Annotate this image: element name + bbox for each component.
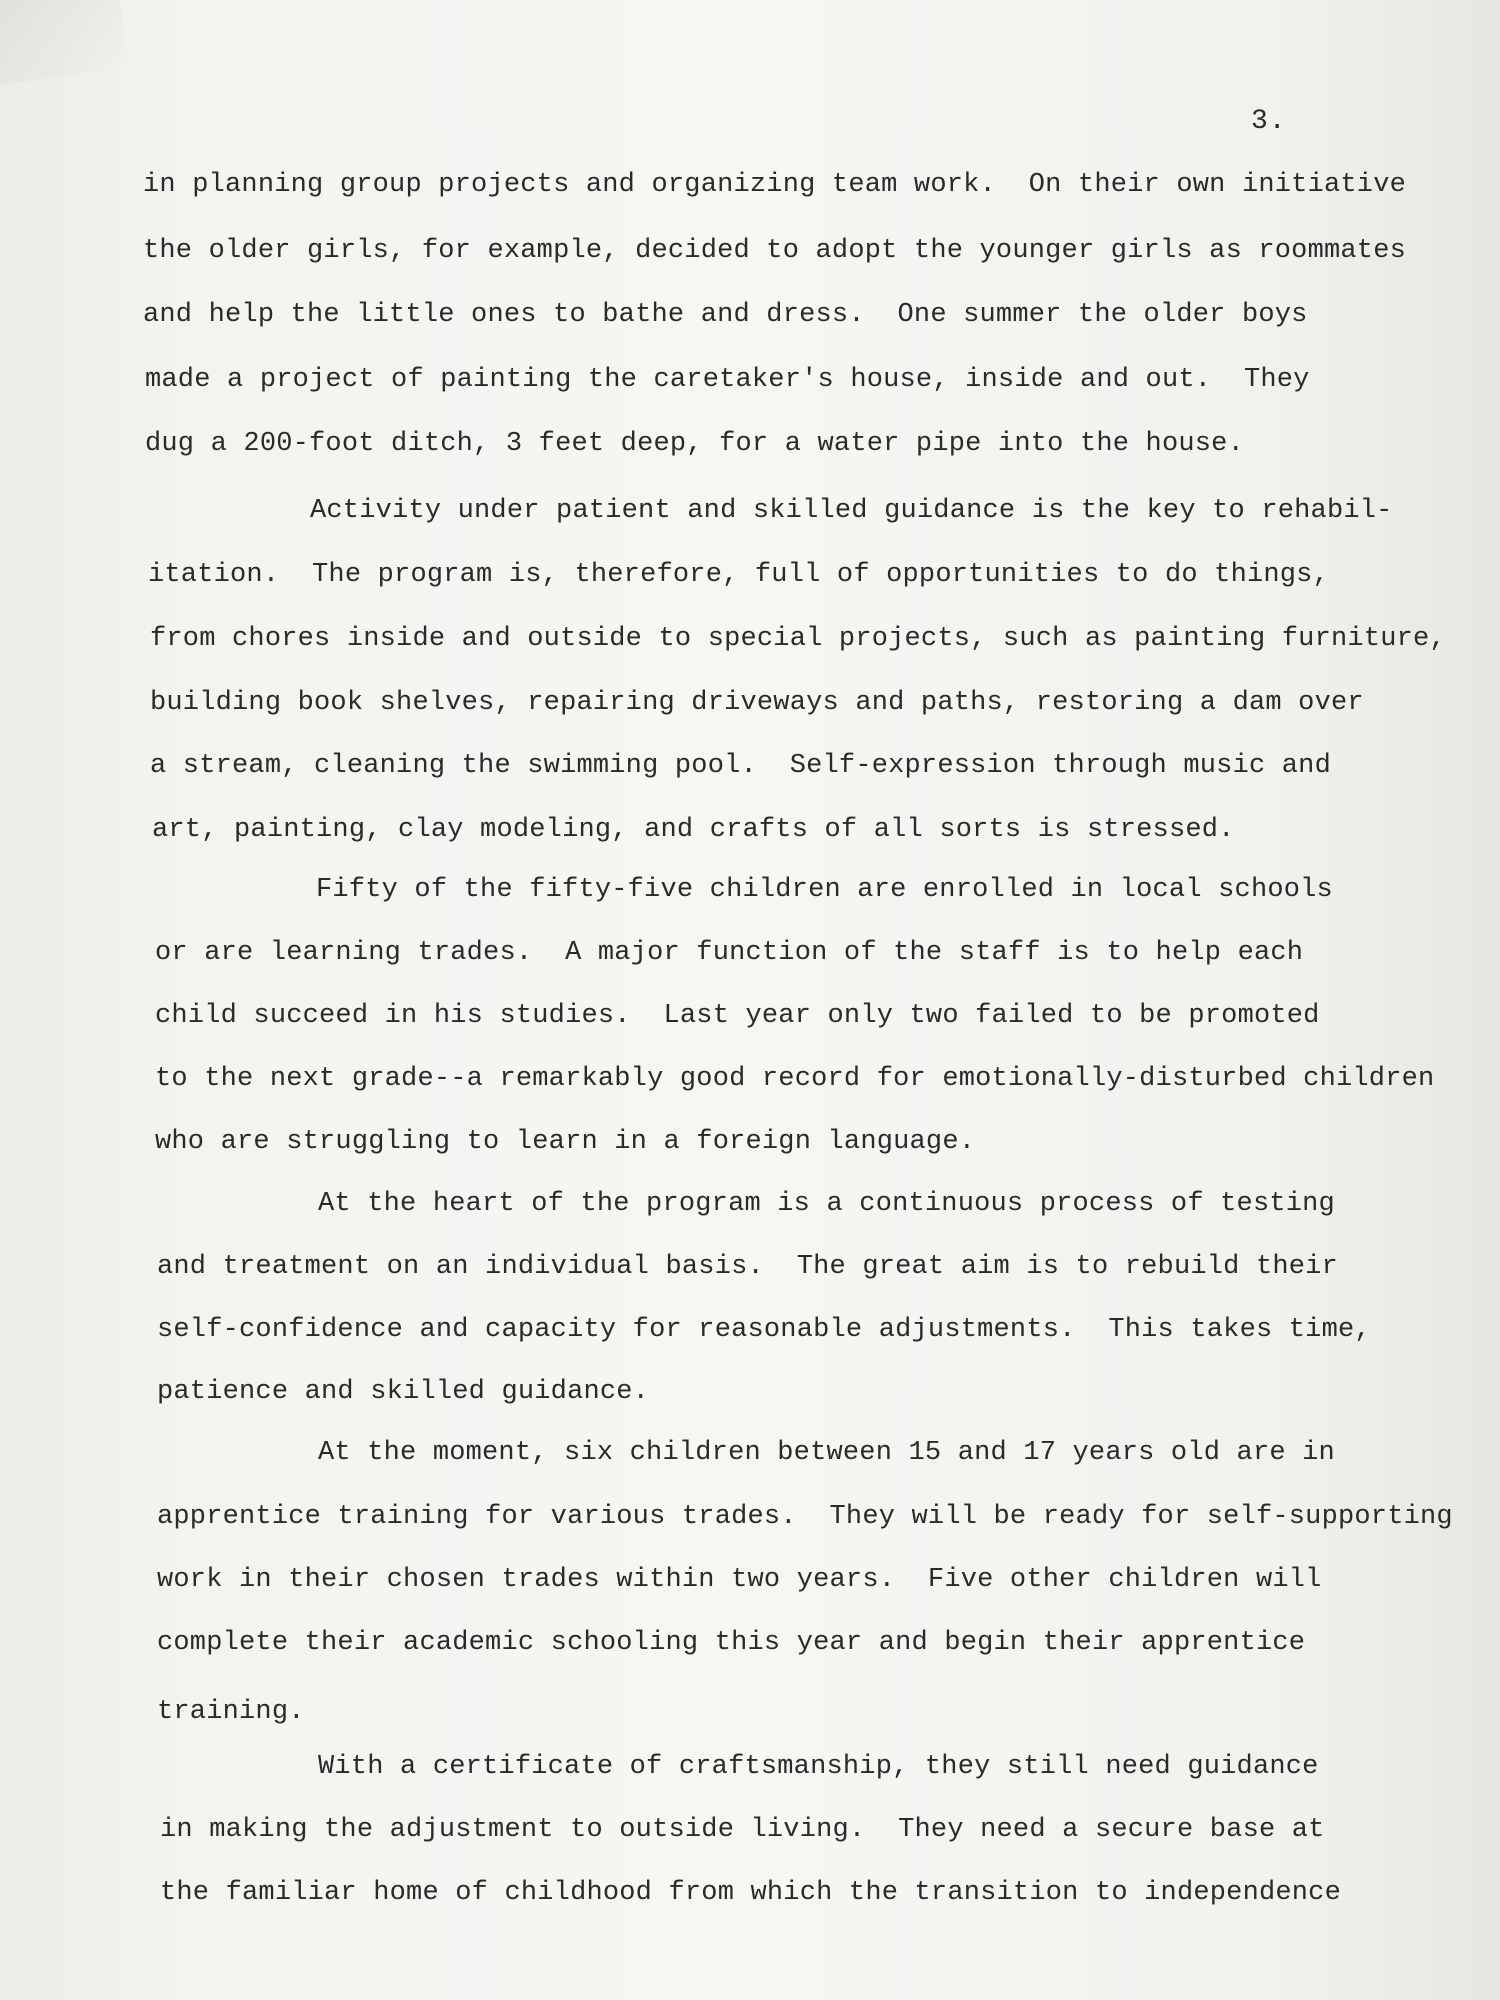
page-number: 3. (1251, 106, 1287, 137)
text-line-10: a stream, cleaning the swimming pool. Self-expression through music and (150, 751, 1331, 781)
text-line-18: and treatment on an individual basis. The great aim is to rebuild their (157, 1252, 1338, 1282)
text-line-4: made a project of painting the caretaker's house, inside and out. They (145, 365, 1310, 395)
text-line-20: patience and skilled guidance. (157, 1377, 650, 1407)
text-line-3: and help the little ones to bathe and dress. One summer the older boys (143, 300, 1308, 330)
text-line-15: to the next grade--a remarkably good record for emotionally-disturbed children (155, 1064, 1435, 1094)
text-line-12: Fifty of the fifty-five children are enrolled in local schools (316, 875, 1333, 905)
text-line-25: training. (157, 1697, 305, 1727)
text-line-21: At the moment, six children between 15 and 17 years old are in (318, 1438, 1335, 1468)
text-line-13: or are learning trades. A major function of the staff is to help each (155, 938, 1304, 968)
text-line-2: the older girls, for example, decided to adopt the younger girls as roommates (143, 236, 1407, 266)
text-line-1: in planning group projects and organizing team work. On their own initiative (143, 170, 1407, 200)
text-line-24: complete their academic schooling this year and begin their apprentice (157, 1628, 1306, 1658)
text-line-22: apprentice training for various trades. They will be ready for self-supporting (157, 1502, 1453, 1532)
text-line-7: itation. The program is, therefore, full of opportunities to do things, (148, 560, 1329, 590)
text-line-5: dug a 200-foot ditch, 3 feet deep, for a water pipe into the house. (145, 429, 1244, 459)
text-line-16: who are struggling to learn in a foreign language. (155, 1127, 976, 1157)
text-line-28: the familiar home of childhood from which the transition to independence (160, 1878, 1341, 1908)
text-line-11: art, painting, clay modeling, and crafts of all sorts is stressed. (152, 815, 1235, 845)
text-line-6: Activity under patient and skilled guidance is the key to rehabil- (310, 496, 1393, 526)
text-line-17: At the heart of the program is a continuous process of testing (318, 1189, 1335, 1219)
text-line-26: With a certificate of craftsmanship, they still need guidance (318, 1752, 1319, 1782)
text-line-27: in making the adjustment to outside living. They need a secure base at (160, 1815, 1325, 1845)
text-line-23: work in their chosen trades within two years. Five other children will (157, 1565, 1322, 1595)
text-line-8: from chores inside and outside to special projects, such as painting furniture, (150, 624, 1446, 654)
text-line-14: child succeed in his studies. Last year only two failed to be promoted (155, 1001, 1320, 1031)
text-line-9: building book shelves, repairing driveways and paths, restoring a dam over (150, 688, 1364, 718)
text-line-19: self-confidence and capacity for reasonable adjustments. This takes time, (157, 1315, 1371, 1345)
